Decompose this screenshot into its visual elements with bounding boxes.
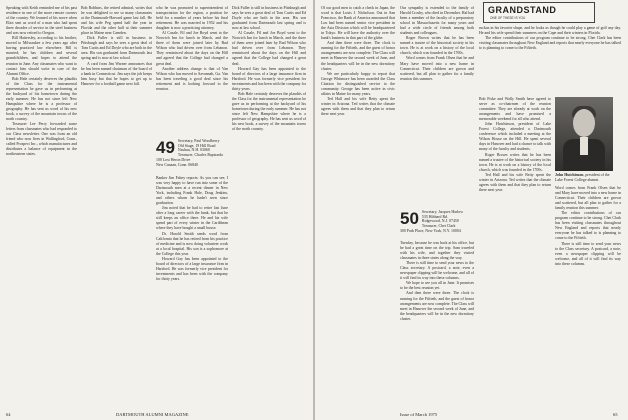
paragraph: Howard Gay has been appointed to the board of directors of a large insurance firm in Hartford. He was formerly vice president for investments and has been with the company for thirty years. — [232, 66, 306, 91]
paragraph: Banker Jim Fahey reports: As you can see, I was very happy to have run into some of the Dartmouth men at a recent dinner in New York, including Frank Hale, Doug Jenkins, and others whom he hadn't seen since graduation. — [156, 176, 228, 206]
paragraph: Speaking with Keith reminded me of his past residence in one of the more remote corners of the country. We learned of his move when Eliot sent us word of a man who had spent three decades of service in the steel business and was now retired to Oregon. — [6, 6, 77, 36]
paragraph: Dr. Harold Smith sends word from California that he has retired from his practice of medicine and is now doing volunteer work at a local hospital. His son is a sophomore at the College this year. — [156, 231, 228, 256]
page-number: 65 — [613, 412, 618, 417]
paragraph: John Hutchinson, president of Lake Forest College, attended a Dartmouth conference which included a meeting at the Wilson House on the Hill. He spent several days in Hanover and had a chance to talk with many of the faculty and students. — [479, 122, 551, 152]
paragraph: We hope to see you all in June. It promises to be the best reunion yet. — [400, 281, 474, 291]
paragraph: There is still time to send your news to the Class secretary. A postcard, a note, even a newspaper clipping will be welcome, and all of it will find its way into these columns. — [555, 241, 621, 266]
issue-date: Issue of March 1975 — [400, 412, 438, 417]
paragraph: Word comes from Frank Olsen that he and Mary have moved into a new home in Connecticut. Their children are grown and scattered, but all plan to gather for a family reunion this summer. — [555, 186, 621, 211]
paragraph: A card from Jim Warner announces that he has been named chairman of the board of a bank in Connecticut. Jim says the job keeps him busy but that he hopes to get up to Hanover for a football game next fall. — [81, 61, 152, 86]
paragraph: And then there were three. The clock is running for the Fiftieth, and the guest of honor arrangements are now complete. The Class will meet in Hanover the second week of June, and the headquarters will be in the new dormitory cluster. — [321, 41, 395, 71]
class-officer-line: 535 Hibbard Rd. — [421, 214, 448, 219]
paragraph: ruckus in his favorite shape, and he looks as though he could play a game of golf any day. He and his wife spend their summers on the Cape and their winters in Florida. — [479, 26, 621, 36]
paragraph: Roger Brown writes that he has been named a trustee of the historical society in his town. He is at work on a history of the local church, which was founded in the 1700s. — [400, 36, 474, 56]
paragraph: Our sympathy is extended to the family of Harold Crosby, who died in December. Hal had been a member of the faculty of a preparatory school in Massachusetts for many years and had a wide circle of friends among both students and colleagues. — [400, 6, 474, 36]
column-4 — [232, 6, 306, 409]
paragraph: Al Casale, Fil and Joe Boyd went to the Norwich Inn for lunch in March, and the three of them were joined later by Bud Wilson who had driven over from Lebanon. They reminisced about the days on the Hill and agreed that the College had changed a great deal. — [156, 31, 228, 66]
class-officer-line: Nashua, N.H. 03060 — [177, 148, 210, 153]
class-year-number: 50 — [400, 209, 419, 228]
grandstand-logo — [483, 2, 595, 23]
class-officer-line: Treasurer, Charles Rapisarda — [177, 153, 223, 158]
reunion-50-header — [400, 210, 480, 234]
paragraph: There is still time to send your news to the Class secretary. A postcard, a note, even a newspaper clipping will be welcome, and all of it will find its way into these columns. — [400, 261, 474, 281]
paragraph: Ted Hall and his wife Betty spent the winter in Arizona. Ted writes that the climate agrees with them and that they plan to return there next year. — [479, 172, 551, 192]
photo-caption: John Hutchinson, president of the Lake Forest College alumni. — [555, 173, 610, 182]
logo-title: GRANDSTAND — [488, 5, 557, 15]
paragraph: Howard Gay has been appointed to the board of directors of a large insurance firm in Hartford. He was formerly vice president for investments and has been with the company for thirty years. — [156, 256, 228, 281]
reunion-49-header — [156, 139, 236, 167]
paragraph: The editor contributions of our program continue to be strong. Chet Clark has been visiting classmates throughout New England and reports that nearly everyone he has talked to is planning to come to the Fiftieth. — [555, 211, 621, 241]
column-4-bottom — [555, 186, 621, 409]
paragraph: And then there were three. The clock is running for the Fiftieth, and the guest of honor arrangements are now complete. The Class will meet in Hanover the second week of June, and the headquarters will be in the new dormitory cluster. — [400, 291, 474, 321]
paragraph: Al Casale, Fil and Joe Boyd went to the Norwich Inn for lunch in March, and the three of them were joined later by Bud Wilson who had driven over from Lebanon. They reminisced about the days on the Hill and agreed that the College had changed a great deal. — [232, 31, 306, 66]
paragraph: Word comes from Frank Olsen that he and Mary have moved into a new home in Connecticut. Their children are grown and scattered, but all plan to gather for a family reunion this summer. — [400, 56, 474, 81]
paragraph: Dick Fuller is still in business in Pittsburgh and says he sees a great deal of Tom Curtis and Ed Doyle who are both in the area. His son graduated from Dartmouth last spring and is now at law school. — [232, 6, 306, 31]
class-officer-line: Treasurer, Chet Clark — [421, 224, 456, 229]
paragraph: The editor contributions of our program continue to be strong. Chet Clark has been visiting classmates throughout New England and reports that nearly everyone he has talked to is planning to come to the Fiftieth. — [479, 36, 621, 51]
paragraph: Dick Fuller is still in business in Pittsburgh and says he sees a great deal of Tom Curtis and Ed Doyle who are both in the area. His son graduated from Dartmouth last spring and is now at law school. — [81, 36, 152, 61]
class-officer-line: Secretary, Jacques Harlow — [421, 210, 464, 214]
column-2-top — [400, 6, 474, 206]
magazine-title: DARTMOUTH ALUMNI MAGAZINE — [116, 412, 189, 417]
column-2 — [81, 6, 152, 409]
paragraph: Bob Hale certainly deserves the plaudits of the Class for the instrumental representation he gave us in performing at the backyard of his hometown during the early summer. He has not since left New Hampshire where he is a professor of geography. He has sent us word of his new book, a survey of the mountain towns of the north country. — [6, 76, 77, 122]
paragraph: Bob Robbins, the retired admiral, writes that he was delighted to see so many classmates at the Dartmouth-Harvard game last fall. He and his wife Peg spend half the year in Florida and the other half at their summer place in Maine near Camden. — [81, 6, 152, 36]
column-3-bottom — [156, 176, 228, 409]
paragraph: Bob Hale certainly deserves the plaudits of the Class for the instrumental representation he gave us in performing at the backyard of his hometown during the early summer. He has not since left New Hampshire where he is a professor of geography. He has sent us word of his new book, a survey of the mountain towns of the north country. — [232, 91, 306, 132]
column-1 — [321, 6, 395, 409]
column-2-bottom — [400, 241, 474, 409]
caption-name: John Hutchinson — [555, 173, 584, 177]
left-page — [0, 0, 313, 420]
column-1 — [6, 6, 77, 409]
class-year-number: 49 — [156, 138, 175, 157]
class-officer-line: Secretary, Paul Woodberry — [177, 139, 220, 143]
paragraph: We are particularly happy to report that George Whitmore has been awarded the Class Citation for distinguished service to the community. George has been active in civic affairs in Maine for many years. — [321, 71, 395, 96]
logo-subtitle: ONE OF THESE IS YOU — [490, 16, 526, 20]
paragraph: Roger Brown writes that he has been named a trustee of the historical society in his town. He is at work on a history of the local church, which was founded in the 1700s. — [479, 152, 551, 172]
photo-shirt — [580, 137, 588, 155]
paragraph: Jim noted that he had to retire last June after a long career with the bank, but that he still keeps an office there. He and his wife spend part of every winter in the Caribbean where they have bought a small house. — [156, 206, 228, 231]
paragraph: Of our good men to catch a check in Japan, the word is that Louis J. Nicholson. Out in San Francisco, the Bank of America announced that Lou had been named senior vice president in the Asia Division which will be headquartered in Tokyo. He will have the authority over the bank's business in that part of the globe. — [321, 6, 395, 41]
page-number: 64 — [6, 412, 11, 417]
class-officer-line: New Canaan, Conn. 06840 — [156, 162, 199, 167]
class-officer-line: Old Stage, 19 Hill Road — [177, 143, 216, 148]
class-officer-line: Ridgewood, N.J. 07450 — [421, 219, 459, 224]
right-page — [315, 0, 628, 420]
column-3-top — [479, 26, 621, 94]
photo-face — [573, 109, 595, 137]
column-3-top — [156, 6, 228, 134]
portrait-photo — [555, 97, 613, 171]
paragraph: who he was promoted to superintendent of transportation for the region, a position he held for a number of years before his final retirement. He was married in 1952 and his daughter is now a practicing attorney. — [156, 6, 228, 31]
class-officer-line: 300 Park Place, New York, N.Y. 10004 — [400, 228, 461, 233]
paragraph: Bill Hattersley, according to his brother, moved to Milwaukee a few years ago after having practiced law elsewhere. Bill is married; he has children and several grandchildren, and hopes to attend the reunion in June. Any classmates who want to contact him should write in care of the Alumni Office. — [6, 36, 77, 76]
paragraph: Bob Fiske and Wally Smith have agreed to serve as co-chairmen of the reunion committee. They are already at work on the arrangements and have promised a memorable weekend for all who attend. — [479, 97, 551, 122]
paragraph: Ted Hall and his wife Betty spent the winter in Arizona. Ted writes that the climate agrees with them and that they plan to return there next year. — [321, 96, 395, 116]
paragraph: Another address change is that of Van Wilson who has moved to Savannah, Ga. Van has been traveling a good deal since his retirement and is looking forward to the reunion. — [156, 66, 228, 91]
column-3-bottom — [479, 97, 551, 409]
caption-text: president of the Lake Forest College alumni. — [555, 173, 610, 182]
paragraph: Treasurer Lee Perry forwarded some letters from classmates who had responded to our Class newsletter. One was from an old friend who now lives in Wallingford, Conn., called Prospect Inc., which manufactures and distributes a balance of equipment in the northeastern states. — [6, 122, 77, 157]
paragraph: Tuesday, because he was back at his office, but he had a great time on the trip. Sam traveled with his wife, and together they visited classmates in three states along the way. — [400, 241, 474, 261]
class-officer-line: 100 Lost Heron Drive — [156, 157, 191, 162]
